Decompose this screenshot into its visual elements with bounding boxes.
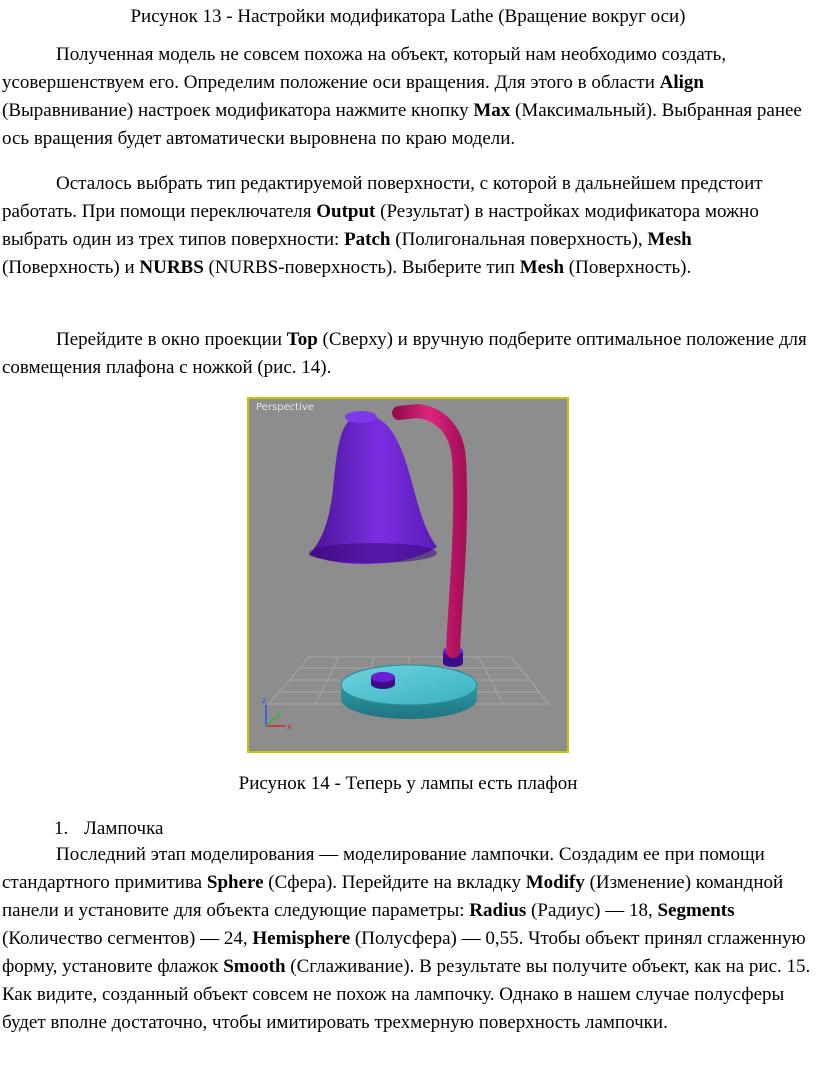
term-output: Output: [316, 201, 376, 222]
term-mesh: Mesh: [647, 229, 692, 250]
text-run: (Полигональная поверхность),: [390, 229, 648, 250]
term-patch: Patch: [344, 229, 391, 250]
text-run: (Результат) в настройках модификатора можно выбрать один из трех типов поверхности:: [2, 201, 759, 250]
term-smooth: Smooth: [223, 956, 286, 977]
list-item-label: Лампочка: [84, 818, 164, 839]
text-run: Полученная модель не совсем похожа на объект, который нам необходимо создать, усовершенствуем его. Определим положение оси вращения. Для этого в области: [2, 44, 727, 93]
text-run: (Сглаживание). В результате вы получите объект, как на рис. 15. Как видите, созданный объект совсем не похож на лампочку. Однако в нашем случае полусферы будет вполне достаточно, чтобы имитировать трехмерную поверхность лампочки.: [2, 956, 811, 1033]
text-run: (Полусфера) — 0,55. Чтобы объект принял сглаженную форму, установите флажок: [2, 928, 806, 977]
text-run: (Максимальный). Выбранная ранее ось вращения будет автоматически выровнена по краю модели.: [2, 100, 802, 149]
text-run: Осталось выбрать тип редактируемой поверхности, с которой в дальнейшем предстоит работать. При помощи переключателя: [2, 173, 763, 222]
term-align: Align: [659, 72, 704, 93]
text-run: Перейдите в окно проекции: [56, 329, 287, 350]
text-run: (NURBS-поверхность). Выберите тип: [203, 257, 520, 278]
lamp-render: [249, 399, 567, 751]
axis-label-y: y: [277, 709, 282, 718]
axis-label-x: x: [287, 722, 292, 731]
text-run: (Сверху) и вручную подберите оптимальное положение для совмещения плафона с ножкой (рис. 14).: [2, 329, 807, 378]
text-run: (Поверхность) и: [2, 257, 140, 278]
paragraph-top-viewport: [2, 326, 814, 382]
term-max: Max: [473, 100, 511, 121]
text-run: (Количество сегментов) — 24,: [2, 928, 253, 949]
text-run: Последний этап моделирования — моделирование лампочки. Создадим ее при помощи стандартного примитива: [2, 844, 765, 893]
term-nurbs: NURBS: [139, 257, 204, 278]
term-segments: Segments: [657, 900, 735, 921]
viewport-label: Perspective: [256, 402, 314, 413]
term-modify: Modify: [525, 872, 585, 893]
paragraph-align-axis: [2, 41, 814, 153]
paragraph-output-type: [2, 170, 814, 282]
lamp-shade: [309, 411, 437, 564]
axis-label-z: z: [262, 696, 267, 705]
figure-14-caption: Рисунок 14 - Теперь у лампы есть плафон: [238, 773, 578, 794]
text-run: (Сфера). Перейдите на вкладку: [263, 872, 526, 893]
term-top: Top: [286, 329, 318, 350]
term-hemisphere: Hemisphere: [252, 928, 351, 949]
lamp-render-figure: [247, 397, 569, 753]
axis-gizmo: [266, 705, 285, 726]
list-item: [54, 815, 163, 843]
term-mesh: Mesh: [519, 257, 565, 278]
term-sphere: Sphere: [206, 872, 264, 893]
text-run: (Поверхность).: [564, 257, 692, 278]
list-number: 1.: [54, 818, 69, 839]
text-run: (Изменение) командной панели и установите для объекта следующие параметры:: [2, 872, 784, 921]
figure-13-caption: Рисунок 13 - Настройки модификатора Lathe (Вращение вокруг оси): [130, 6, 686, 27]
paragraph-bulb-modeling: [2, 841, 814, 1037]
text-run: (Радиус) — 18,: [526, 900, 658, 921]
text-run: (Выравнивание) настроек модификатора нажмите кнопку: [2, 100, 474, 121]
lamp-base: [341, 665, 477, 719]
lamp-switch: [371, 672, 395, 689]
term-radius: Radius: [469, 900, 527, 921]
